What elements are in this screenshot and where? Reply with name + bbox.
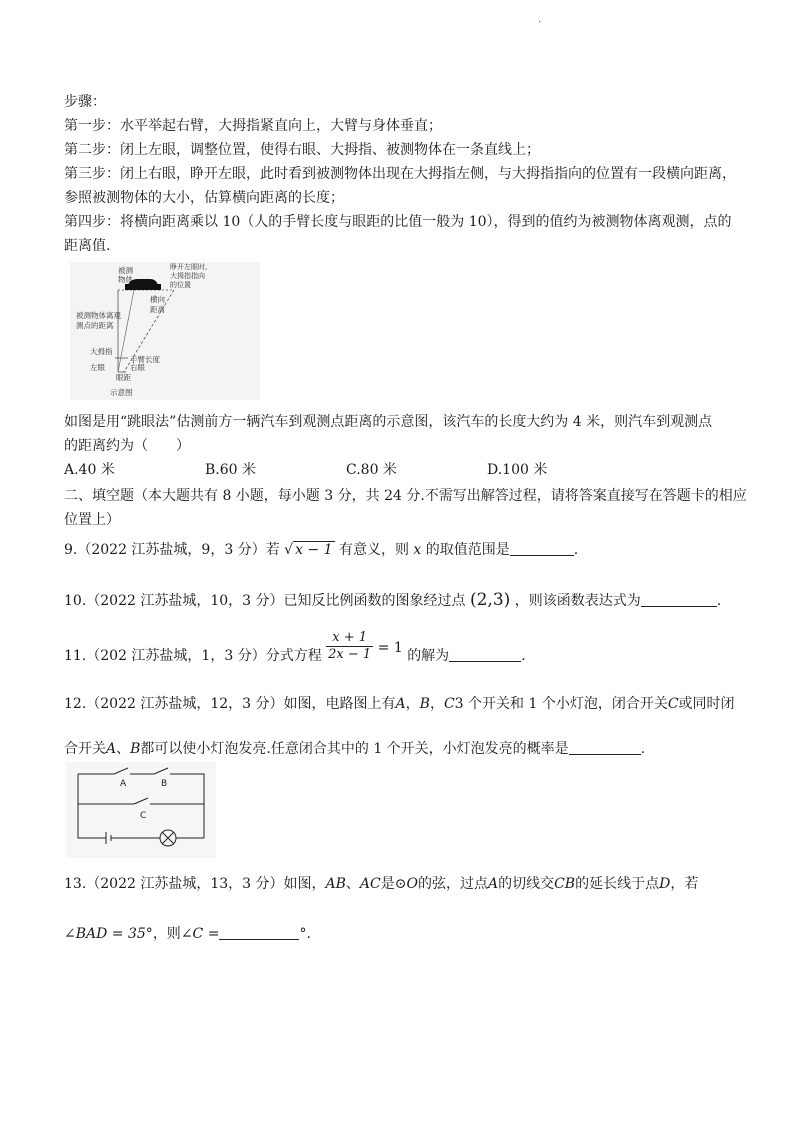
q12-line-b-sep: 、 <box>116 741 131 757</box>
q13-then: ，则 <box>152 926 181 942</box>
label-object-2: 物体 <box>118 275 133 284</box>
step-3-line-2: 参照被测物体的大小，估算横向距离的长度； <box>64 190 344 206</box>
diagram-caption: 示意图 <box>110 388 133 397</box>
q13-mid2: 的切线交 <box>498 876 555 892</box>
step-4-line-1: 第四步：将横向距离乘以 10（人的手臂长度与眼距的比值一般为 10），得到的值约为被测物体离观测，点的 <box>64 214 732 230</box>
q9-var: x <box>413 542 422 558</box>
step-4-line-2: 距离值. <box>64 238 111 254</box>
q11-numerator: x + 1 <box>326 630 373 647</box>
q9-suffix: 的取值范围是 <box>425 542 510 558</box>
q13-unit: °. <box>299 926 311 942</box>
section-2-heading-2: 位置上） <box>64 512 120 528</box>
q13-mid3: 的延长线于点 <box>575 876 660 892</box>
q8-option-b: B.60 米 <box>205 462 257 478</box>
q12-switch-a-2: A <box>106 741 117 757</box>
label-lateral-1: 横向 <box>150 295 165 304</box>
q13-mid: 的弦，过点 <box>417 876 488 892</box>
q12-switch-c: C <box>443 696 455 712</box>
circuit-label-b: B <box>161 779 168 789</box>
q9-prefix: 9.（2022 江苏盐城，9，3 分）若 <box>64 542 280 558</box>
q12-mid: 3 个开关和 1 个小灯泡，闭合开关 <box>454 696 668 712</box>
q12-sep-2: ， <box>429 696 444 712</box>
q13-ab: AB <box>325 876 346 892</box>
q12-prefix: 12.（2022 江苏盐城，12，3 分）如图，电路图上有 <box>64 696 396 712</box>
label-leftview-3: 的位置 <box>170 281 191 289</box>
step-3-line-1: 第三步：闭上右眼，睁开左眼，此时看到被测物体出现在大拇指左侧，与大拇指指向的位置有一段横向距离， <box>64 166 736 182</box>
q8-option-c: C.80 米 <box>346 462 397 478</box>
q12-answer-blank[interactable] <box>569 740 641 755</box>
label-thumb: 大拇指 <box>90 347 113 356</box>
q10-end: . <box>716 593 722 609</box>
q12-switch-c-2: C <box>667 696 679 712</box>
q12-end: . <box>640 741 646 757</box>
label-eyedist: 眼距 <box>116 373 131 382</box>
question-13-line-2 <box>64 924 311 944</box>
question-12-line-1 <box>64 694 735 714</box>
q8-line-2: 的距离约为（ ） <box>64 438 190 454</box>
q13-is: 是 <box>380 876 395 892</box>
label-leftview-1: 睁开左眼时, <box>170 263 208 271</box>
question-9 <box>64 540 578 560</box>
circuit-label-c: C <box>140 811 147 821</box>
circuit-label-a: A <box>120 779 127 789</box>
q8-option-a: A.40 米 <box>64 462 115 478</box>
q13-circle: ⊙O <box>394 876 418 892</box>
q11-answer-blank[interactable] <box>449 647 521 662</box>
page-dot: . <box>538 14 542 25</box>
circuit-background <box>66 762 216 858</box>
q10-point: (2,3) <box>469 590 511 610</box>
q11-mid: 的解为 <box>407 648 450 664</box>
q11-equals: = 1 <box>377 640 403 656</box>
q10-mid: ，则该函数表达式为 <box>514 593 641 609</box>
q13-angle-c: ∠C = <box>180 926 220 942</box>
jumping-eye-diagram <box>70 262 260 400</box>
question-13-line-1 <box>64 874 698 894</box>
label-righteye: 右眼 <box>130 363 145 372</box>
question-11 <box>64 629 526 666</box>
q12-switch-b: B <box>419 696 430 712</box>
car-body <box>125 284 161 290</box>
q11-denominator: 2x − 1 <box>328 646 372 662</box>
q9-answer-blank[interactable] <box>510 541 574 556</box>
q8-options <box>64 460 764 480</box>
q9-mid: 有意义，则 <box>338 542 409 558</box>
label-arm: 手臂长度 <box>130 355 160 364</box>
q10-prefix: 10.（2022 江苏盐城，10，3 分）已知反比例函数的图象经过点 <box>64 593 466 609</box>
label-distance-2: 测点的距离 <box>76 321 114 330</box>
q13-cb: CB <box>554 876 576 892</box>
label-lefteye: 左眼 <box>90 363 105 372</box>
q12-switch-a: A <box>395 696 406 712</box>
label-lateral-2: 距离 <box>150 305 165 314</box>
step-2: 第二步：闭上左眼，调整位置，使得右眼、大拇指、被测物体在一条直线上； <box>64 142 540 158</box>
q10-answer-blank[interactable] <box>641 592 717 607</box>
q8-line-1: 如图是用“跳眼法”估测前方一辆汽车到观测点距离的示意图，该汽车的长度大约为 4 米，则汽车到观测点 <box>64 414 713 430</box>
label-leftview-2: 大拇指指向 <box>170 272 205 280</box>
diagram-background <box>70 262 260 400</box>
q13-angle-given: ∠BAD = 35° <box>64 926 153 942</box>
q13-prefix: 13.（2022 江苏盐城，13，3 分）如图， <box>64 876 326 892</box>
q12-line-a-end: 或同时闭 <box>678 696 735 712</box>
q12-line-b-end: 都可以使小灯泡发亮.任意闭合其中的 1 个开关，小灯泡发亮的概率是 <box>140 741 569 757</box>
q13-sep: 、 <box>345 876 360 892</box>
q12-switch-b-2: B <box>130 741 141 757</box>
step-1: 第一步：水平举起右臂，大拇指紧直向上，大臂与身体垂直； <box>64 118 442 134</box>
section-2-heading-1: 二、填空题（本大题共有 8 小题，每小题 3 分，共 24 分.不需写出解答过程，请将答案直接写在答题卡的相应 <box>64 488 747 504</box>
label-object-1: 被测 <box>118 266 133 275</box>
sqrt-radicand: x − 1 <box>295 542 333 558</box>
q12-sep-1: ， <box>405 696 420 712</box>
question-10 <box>64 590 721 611</box>
q11-fraction <box>326 630 373 663</box>
steps-heading: 步骤： <box>64 94 106 110</box>
q9-end: . <box>573 542 579 558</box>
question-12-line-2 <box>64 739 645 759</box>
q8-option-d: D.100 米 <box>487 462 548 478</box>
label-distance-1: 被测物体离观 <box>76 311 121 320</box>
circuit-diagram <box>66 762 216 858</box>
q11-end: . <box>521 648 526 664</box>
q11-prefix: 11.（202 江苏盐城，1，3 分）分式方程 <box>64 648 322 664</box>
q13-point-d: D <box>659 876 671 892</box>
q12-line-b-prefix: 合开关 <box>64 741 106 757</box>
q13-end: ，若 <box>670 876 699 892</box>
sqrt-expression: √ x − 1 <box>284 542 333 558</box>
q13-point-a: A <box>487 876 499 892</box>
q13-ac: AC <box>359 876 381 892</box>
q13-answer-blank[interactable] <box>219 925 299 940</box>
